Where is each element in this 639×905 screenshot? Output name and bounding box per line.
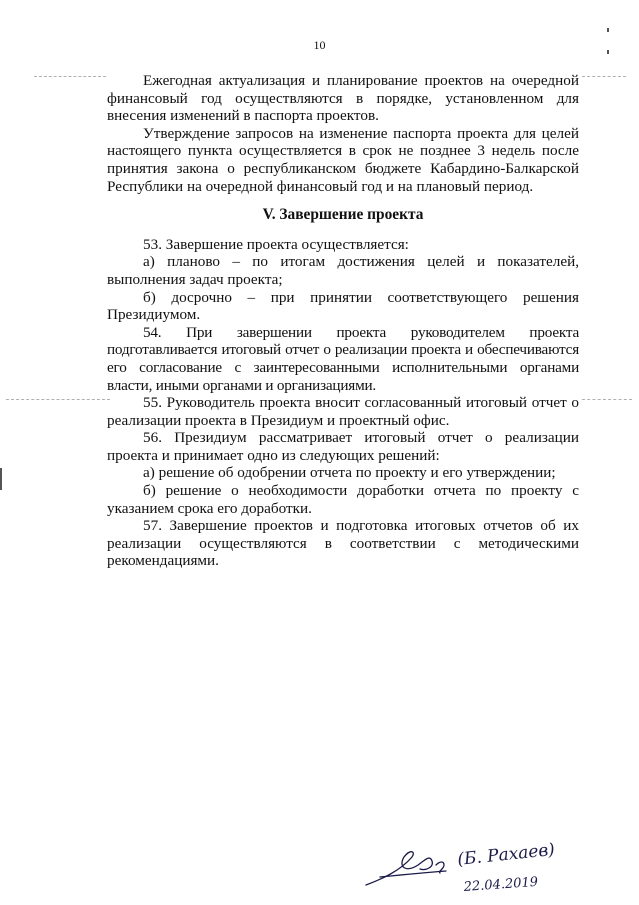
scan-artifact-mark: [0, 468, 2, 490]
scan-artifact-line: [6, 399, 110, 400]
paragraph: 56. Президиум рассматривает итоговый отчет о реализации проекта и принимает одно из следующих решений:: [107, 429, 579, 464]
scan-artifact-line: [582, 76, 626, 77]
paragraph: б) досрочно – при принятии соответствующего решения Президиумом.: [107, 288, 579, 324]
section-heading: V. Завершение проекта: [262, 206, 424, 224]
document-body: [107, 72, 579, 570]
paragraph: а) решение об одобрении отчета по проекту и его утверждении;: [143, 464, 556, 482]
scan-artifact-line: [582, 399, 632, 400]
handwritten-signature: [360, 835, 580, 897]
paragraph: 57. Завершение проектов и подготовка итоговых отчетов об их реализации осуществляются в соответствии с методическими рекомендациями.: [107, 517, 579, 570]
paragraph: 53. Завершение проекта осуществляется:: [143, 235, 409, 253]
signature-date: 22.04.2019: [463, 874, 539, 895]
paragraph: Ежегодная актуализация и планирование проектов на очередной финансовый год осуществляются в порядке, установленном для внесения изменений в паспорта проектов.: [107, 72, 579, 125]
paragraph: 55. Руководитель проекта вносит согласованный итоговый отчет о реализации проекта в Президиум и проектный офис.: [107, 394, 579, 429]
paragraph: Утверждение запросов на изменение паспорта проекта для целей настоящего пункта осуществляется в срок не позднее 3 недель после принятия закона о республиканском бюджете Кабардино-Балкарской Республики на очередной финансовый год и на плановый период.: [107, 124, 579, 195]
page-number: 10: [313, 38, 326, 52]
paragraph: 54. При завершении проекта руководителем проекта подготавливается итоговый отчет о реализации проекта и обеспечиваются его согласование с заинтересованными исполнительными органами власти, иными органами и организациями.: [107, 323, 579, 394]
paragraph: б) решение о необходимости доработки отчета по проекту с указанием срока его доработки.: [107, 482, 579, 517]
paragraph: а) планово – по итогам достижения целей и показателей, выполнения задач проекта;: [107, 253, 579, 288]
scan-artifact-line: [34, 76, 106, 77]
signature-name: (Б. Рахаев): [456, 839, 556, 870]
scan-artifact-mark: [607, 28, 609, 32]
